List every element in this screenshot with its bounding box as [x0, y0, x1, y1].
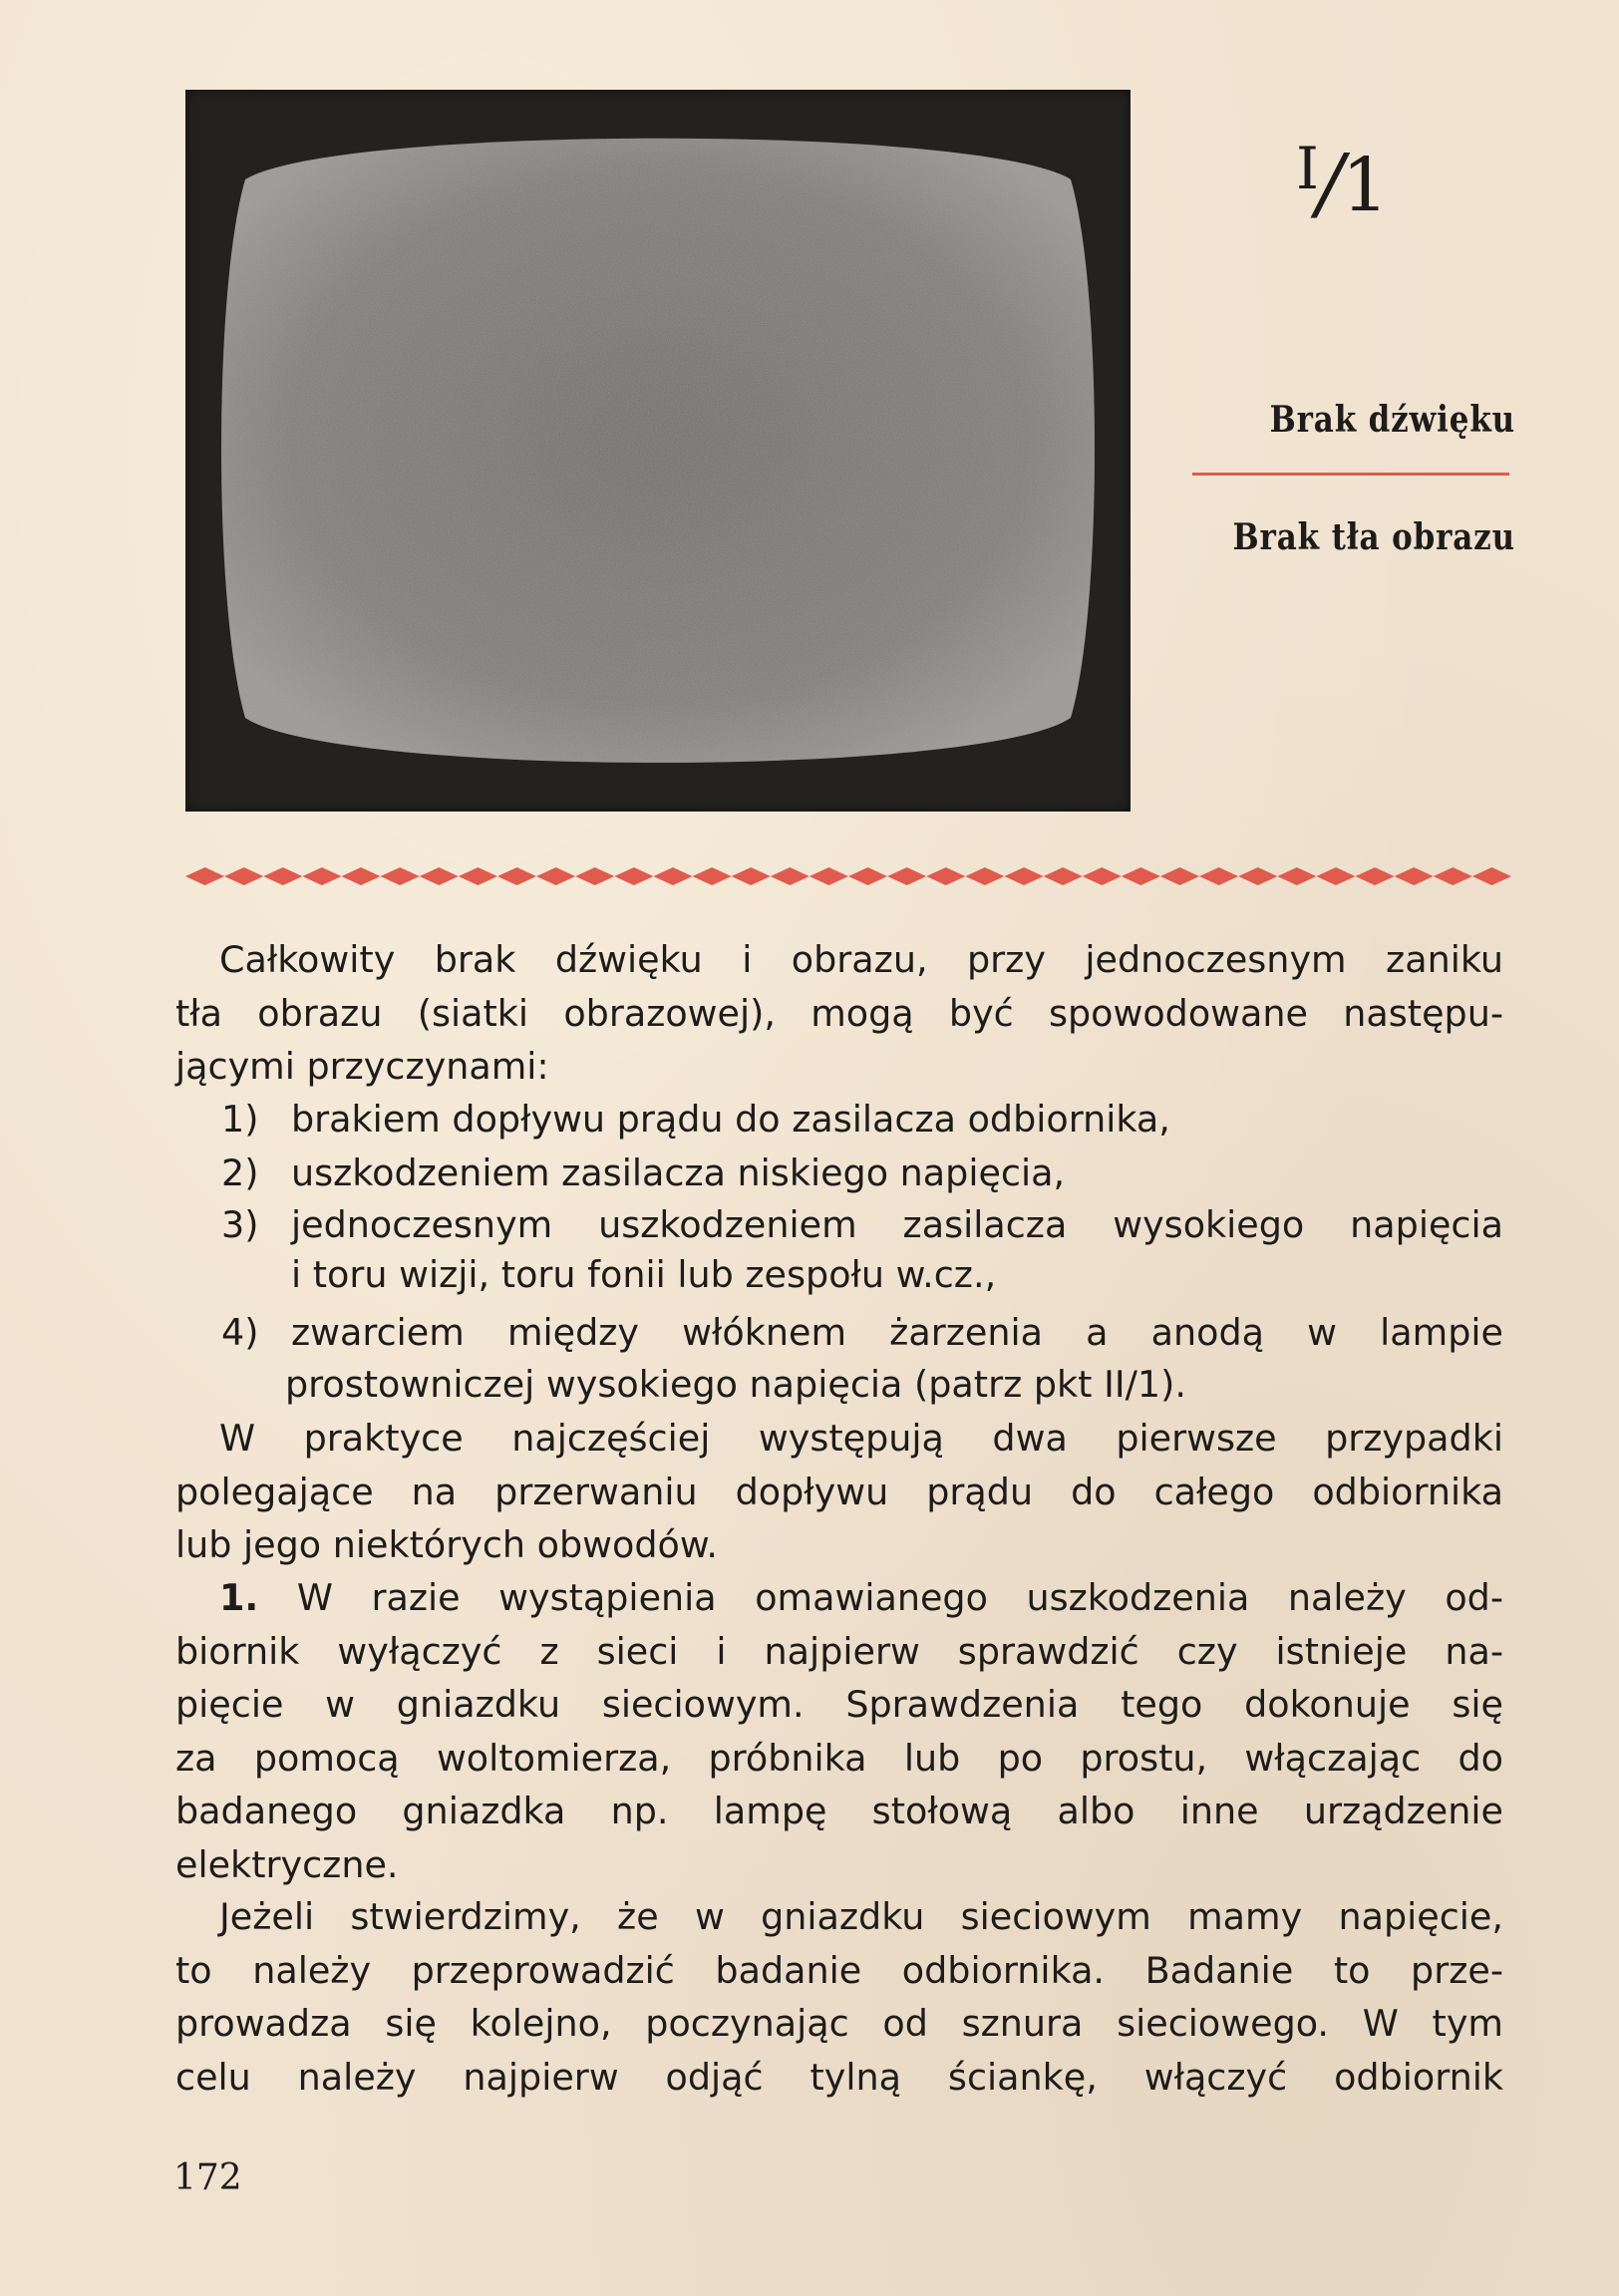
ornament-diamond	[1434, 867, 1472, 885]
ornament-diamond	[1199, 867, 1238, 885]
paragraph-line: Jeżeli stwierdzimy, że w gniazdku sieciowym mamy napięcie,	[219, 1895, 1503, 1938]
heading-no-raster: Brak tła obrazu	[1232, 516, 1515, 558]
ornament-diamond	[771, 867, 810, 885]
ornament-diamond	[381, 867, 420, 885]
ornament-diamond	[732, 867, 771, 885]
page-number: 172	[173, 2157, 242, 2198]
ornament-diamond	[1356, 867, 1395, 885]
ornament-diamond	[1472, 867, 1511, 885]
list-item	[221, 1147, 1065, 1200]
diamond-ornament-row	[185, 861, 1511, 891]
list-item-text: brakiem dopływu prądu do zasilacza odbiornika,	[291, 1098, 1170, 1141]
section-code-main: I	[1296, 135, 1319, 202]
ornament-diamond	[810, 867, 848, 885]
intro-line: jącymi przyczynami:	[175, 1045, 549, 1088]
ornament-diamond	[459, 867, 497, 885]
ornament-diamond	[1395, 867, 1434, 885]
section-code-sub: 1	[1341, 143, 1389, 228]
list-item-text: uszkodzeniem zasilacza niskiego napięcia,	[291, 1151, 1066, 1194]
ornament-diamond	[263, 867, 302, 885]
ornament-diamond	[1277, 867, 1316, 885]
list-item	[221, 1306, 1503, 1360]
ornament-diamond	[693, 867, 732, 885]
list-item-text: jednoczesnym uszkodzeniem zasilacza wysokiego napięcia	[291, 1203, 1503, 1246]
red-divider	[1192, 473, 1509, 476]
paragraph-line: badanego gniazdka np. lampę stołową albo inne urządzenie	[175, 1790, 1503, 1832]
tv-screen-illustration	[185, 90, 1131, 812]
paragraph-testing	[175, 1890, 1503, 2104]
tv-screen-photo	[185, 90, 1131, 812]
paragraph-line: lub jego niektórych obwodów.	[175, 1523, 718, 1566]
heading-no-sound: Brak dźwięku	[1269, 399, 1515, 441]
paragraph-practice	[175, 1412, 1503, 1572]
paragraph-line: prowadza się kolejno, poczynając od sznura sieciowego. W tym	[175, 2002, 1503, 2045]
list-item-text: zwarciem między włóknem żarzenia a anodą w lampie	[291, 1311, 1503, 1354]
ornament-diamond	[965, 867, 1004, 885]
list-item	[221, 1198, 1503, 1252]
ornament-diamond	[887, 867, 926, 885]
ornament-diamond	[1044, 867, 1083, 885]
ornament-diamond	[653, 867, 692, 885]
intro-paragraph	[175, 933, 1503, 1094]
paragraph-step-1	[175, 1571, 1503, 1891]
intro-line: Całkowity brak dźwięku i obrazu, przy jednoczesnym zaniku	[219, 938, 1503, 981]
paragraph-line: W praktyce najczęściej występują dwa pierwsze przypadki	[219, 1417, 1503, 1460]
paragraph-line: elektryczne.	[175, 1842, 399, 1886]
ornament-diamond	[614, 867, 653, 885]
list-item-number: 1)	[221, 1098, 259, 1141]
paragraph-line: to należy przeprowadzić badanie odbiornika. Badanie to prze-	[175, 1948, 1503, 1992]
list-item-number: 2)	[221, 1151, 259, 1194]
ornament-diamond	[1122, 867, 1160, 885]
ornament-diamond	[302, 867, 341, 885]
ornament-diamond	[1004, 867, 1043, 885]
ornament-diamond	[1160, 867, 1199, 885]
list-item-continuation: i toru wizji, toru fonii lub zespołu w.cz.,	[291, 1253, 997, 1296]
paragraph-line	[175, 1571, 1503, 1625]
intro-line: tła obrazu (siatki obrazowej), mogą być spowodowane następu-	[175, 991, 1503, 1035]
ornament-diamond	[224, 867, 263, 885]
ornament-diamond	[1316, 867, 1355, 885]
ornament-diamond	[185, 867, 224, 885]
ornament-diamond	[575, 867, 614, 885]
paragraph-line: pięcie w gniazdku sieciowym. Sprawdzenia tego dokonuje się	[175, 1683, 1503, 1726]
ornament-diamond	[341, 867, 380, 885]
ornament-diamond	[420, 867, 459, 885]
section-code	[1296, 135, 1389, 229]
paragraph-line: polegające na przerwaniu dopływu prądu do całego odbiornika	[175, 1470, 1503, 1513]
ornament-diamond	[536, 867, 575, 885]
section-code-slash: /	[1316, 137, 1344, 229]
ornament-diamond	[1083, 867, 1122, 885]
ornament-diamond	[926, 867, 965, 885]
list-item-continuation: prostowniczej wysokiego napięcia (patrz pkt II/1).	[285, 1363, 1186, 1406]
ornament-diamond	[497, 867, 536, 885]
list-item-number: 3)	[221, 1203, 259, 1246]
step-first-line: W razie wystąpienia omawianego uszkodzenia należy od-	[296, 1576, 1503, 1619]
ornament-diamond	[848, 867, 887, 885]
list-item	[221, 1093, 1170, 1147]
paragraph-line: za pomocą woltomierza, próbnika lub po prostu, włączając do	[175, 1736, 1503, 1780]
ornament-diamond	[1238, 867, 1277, 885]
list-item-number: 4)	[221, 1311, 259, 1354]
paragraph-line: biornik wyłączyć z sieci i najpierw sprawdzić czy istnieje na-	[175, 1629, 1503, 1673]
step-number: 1.	[219, 1576, 259, 1619]
paragraph-line: celu należy najpierw odjąć tylną ściankę, włączyć odbiornik	[175, 2055, 1503, 2099]
